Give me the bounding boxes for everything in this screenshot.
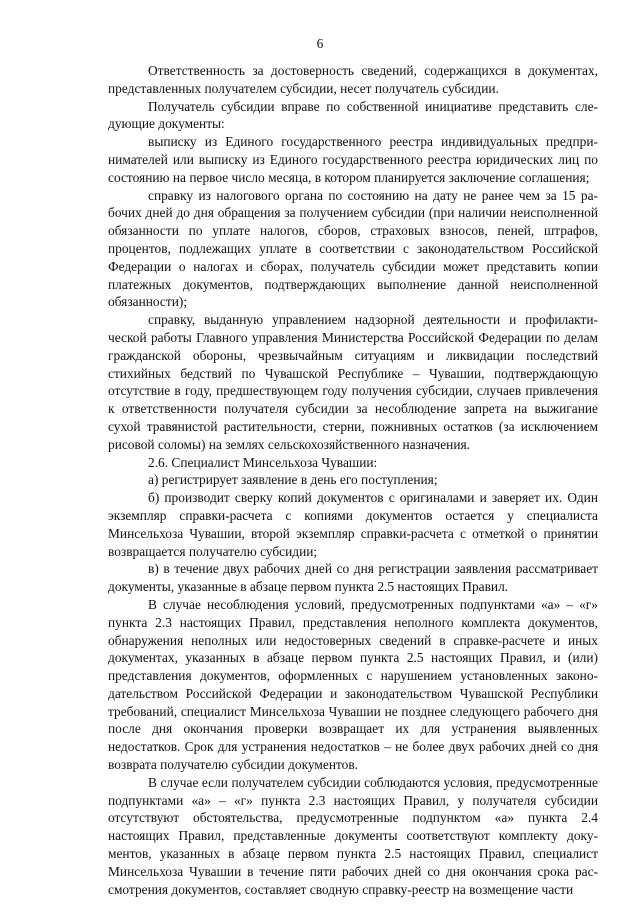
page-number: 6 <box>316 36 324 51</box>
paragraph-section-2-6: 2.6. Специалист Минсельхоза Чувашии: <box>148 454 378 470</box>
paragraph-responsibility: Ответственность за достоверность сведений, содержащихся в документах, представленных получателем субсидии, несет получатель субсидии. <box>108 63 598 96</box>
paragraph-tax-certificate: справку из налогового органа по состоянию на дату не ранее чем за 15 рабочих дней до дня обращения за получением субсидии (при наличии неисполненной обязанности по уплате налогов, сборов, страховых взносов, пеней, штрафов, процентов, подлежащих уплате в соответствии с законодательством Российской Федерации о налогах и сборах, получатель субсидии может представить копии платежных документов, подтверждающих выполнение данной неисполненной обязанности); <box>108 187 598 310</box>
paragraph-optional-documents: Получатель субсидии вправе по собственной инициативе представить следующие документы: <box>108 98 598 132</box>
paragraph-supervision-certificate: справку, выданную управлением надзорной деятельности и профилактической работы Главного управления Министерства Российской Федерации по делам гражданской обороны, чрезвычайным ситуациям и ликвидации последствий стихийных бедствий по Чувашской Республике – Чувашии, подтверждающую отсутствие в году, предшествующем году получения субсидии, случаев привлечения к ответственности получателя субсидии за несоблюдение запрета на выжигание сухой травянистой растительности, стерни, пожнивных остатков (за исключением рисовой соломы) на землях сельскохозяйственного назначения. <box>108 312 598 452</box>
paragraph-noncompliance: В случае несоблюдения условий, предусмотренных подпунктами «а» – «г» пункта 2.3 настоящих Правил, представления неполного комплекта документов, обнаружения неполных или недостоверных сведений в справке-расчете и иных документах, указанных в абзаце первом пункта 2.5 настоящих Правил, и (или) представления документов, оформленных с нарушением установленных законодательством Российской Федерации и законодательством Чувашской Республики требований, специалист Минсельхоза Чувашии не позднее следующего рабочего дня после дня окончания проверки возвращает их для устранения выявленных недостатков. Срок для устранения недостатков – не более двух рабочих дней со дня возврата получателю субсидии документов. <box>108 596 598 773</box>
document-body <box>108 62 598 898</box>
paragraph-item-a: а) регистрирует заявление в день его поступления; <box>148 472 438 488</box>
paragraph-compliance: В случае если получателем субсидии соблюдаются условия, предусмотренные подпунктами «а» – «г» пункта 2.3 настоящих Правил, у получателя субсидии отсутствуют обстоятельства, предусмотренные подпунктом «а» пункта 2.4 настоящих Правил, представленные документы соответствуют комплекту документов, указанных в абзаце первом пункта 2.5 настоящих Правил, специалист Минсельхоза Чувашии в течение пяти рабочих дней со дня окончания срока рассмотрения документов, составляет сводную справку-реестр на возмещение части <box>108 774 598 897</box>
paragraph-item-b: б) производит сверку копий документов с оригиналами и заверяет их. Один экземпляр справки-расчета с копиями документов остается у специалиста Минсельхоза Чувашии, второй экземпляр справки-расчета с отметкой о принятии возвращается получателю субсидии; <box>108 490 598 559</box>
paragraph-registry-extract: выписку из Единого государственного реестра индивидуальных предпринимателей или выписку из Единого государственного реестра юридических лиц по состоянию на первое число месяца, в котором планируется заключение соглашения; <box>108 134 598 185</box>
paragraph-item-v: в) в течение двух рабочих дней со дня регистрации заявления рассматривает документы, указанные в абзаце первом пункта 2.5 настоящих Правил. <box>108 561 598 595</box>
